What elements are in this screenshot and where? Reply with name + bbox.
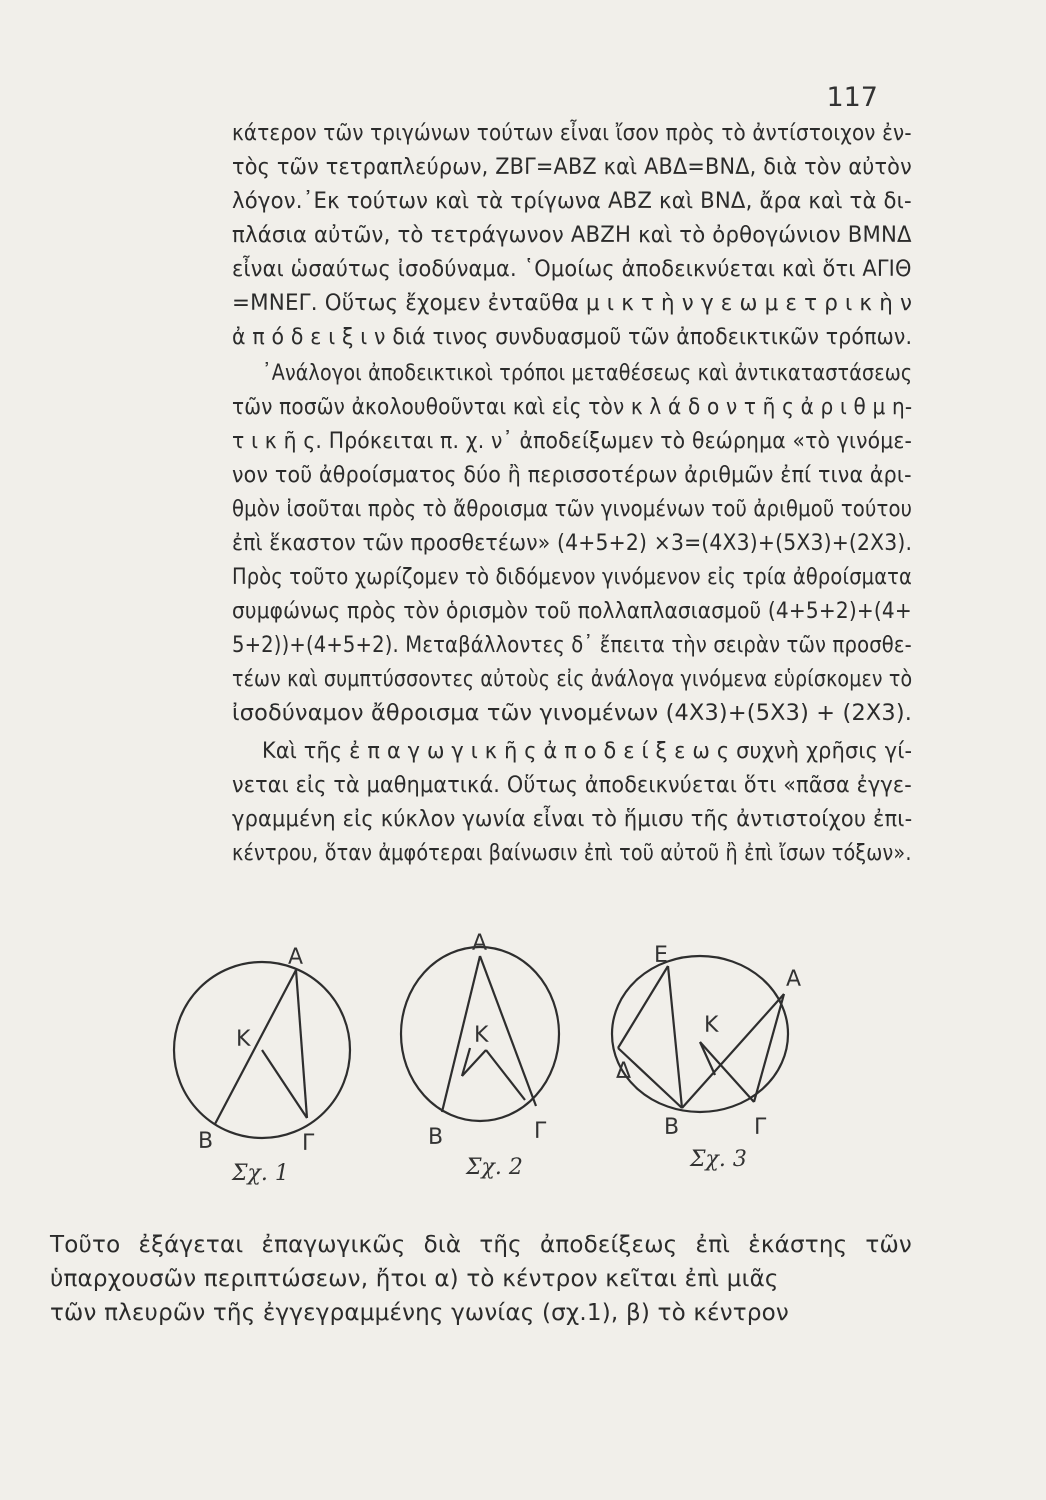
fig3-label-e: Ε <box>654 943 668 968</box>
text-line: ὑπαρχουσῶν περιπτώσεων, ἤτοι α) τὸ κέντρον κεῖται ἐπὶ μιᾶς <box>50 1266 779 1292</box>
text-line: τέων καὶ συμπτύσσοντες αὐτοὺς εἰς ἀνάλογα γινόμενα εὑρίσκομεν τὸ <box>232 666 913 692</box>
fig1-label-k: Κ <box>236 1027 251 1052</box>
text-line: Τοῦτο ἐξάγεται ἐπαγωγικῶς διὰ τῆς ἀποδείξεως ἐπὶ ἑκάστης τῶν <box>50 1232 912 1258</box>
text-line: Καὶ τῆς ἐ π α γ ω γ ι κ ῆ ς ἀ π ο δ ε ί ξ ε ω ς συχνὴ χρῆσις γί- <box>262 738 913 764</box>
fig1-label-b: Β <box>198 1129 214 1154</box>
fig2-caption: Σχ. 2 <box>466 1155 523 1180</box>
fig3-line-k <box>700 1042 715 1075</box>
fig2-label-k: Κ <box>474 1023 489 1048</box>
fig3-label-g: Γ <box>754 1115 767 1140</box>
fig1-caption: Σχ. 1 <box>232 1161 289 1186</box>
fig3-line-eb <box>668 966 682 1108</box>
fig3-label-k: Κ <box>704 1013 719 1038</box>
fig3-line-kg <box>700 1042 754 1102</box>
text-line: ἀ π ό δ ε ι ξ ι ν διά τινος συνδυασμοῦ τῶν ἀποδεικτικῶν τρόπων. <box>232 324 913 350</box>
text-line: πλάσια αὐτῶν, τὸ τετράγωνον ΑΒΖΗ καὶ τὸ ὀρθογώνιον ΒΜΝΔ <box>232 222 912 248</box>
figure-1 <box>174 962 350 1138</box>
fig2-label-g: Γ <box>534 1119 547 1144</box>
fig1-label-g: Γ <box>302 1131 315 1156</box>
fig3-label-b: Β <box>664 1115 680 1140</box>
fig3-caption: Σχ. 3 <box>690 1147 747 1172</box>
text-line: τ ι κ ῆ ς. Πρόκειται π. χ. ν᾿ ἀποδείξωμεν τὸ θεώρημα «τὸ γινόμε- <box>232 428 913 454</box>
fig1-label-a: Α <box>288 945 304 970</box>
text-line: ἐπὶ ἕκαστον τῶν προσθετέων» (4+5+2) ×3=(4Χ3)+(5Χ3)+(2Χ3). <box>232 530 913 556</box>
fig3-line-ed <box>618 966 668 1048</box>
text-line: ᾿Ανάλογοι ἀποδεικτικοὶ τρόποι μεταθέσεως καὶ ἀντικαταστάσεως <box>262 360 913 386</box>
fig1-line-ab <box>215 970 296 1124</box>
fig3-label-a: Α <box>786 967 802 992</box>
figure-3 <box>612 956 788 1112</box>
text-line: =ΜΝΕΓ. Οὕτως ἔχομεν ἐνταῦθα μ ι κ τ ὴ ν γ ε ω μ ε τ ρ ι κ ὴ ν <box>232 290 913 316</box>
fig2-label-b: Β <box>428 1125 444 1150</box>
text-line: ἰσοδύναμον ἄθροισμα τῶν γινομένων (4Χ3)+(5Χ3) + (2Χ3). <box>232 700 913 726</box>
text-line: τῶν πλευρῶν τῆς ἐγγεγραμμένης γωνίας (σχ.1), β) τὸ κέντρον <box>50 1300 789 1326</box>
text-line: λόγον.᾿Εκ τούτων καὶ τὰ τρίγωνα ΑΒΖ καὶ ΒΝΔ, ἄρα καὶ τὰ δι- <box>232 188 912 214</box>
text-line: νον τοῦ ἀθροίσματος δύο ἢ περισσοτέρων ἀριθμῶν ἐπί τινα ἀρι- <box>232 462 912 488</box>
fig2-label-a: Α <box>472 931 488 956</box>
text-line: 5+2))+(4+5+2). Μεταβάλλοντες δ᾿ ἔπειτα τὴν σειρὰν τῶν προσθε- <box>232 632 912 658</box>
geometry-figures <box>170 930 930 1200</box>
text-line: Πρὸς τοῦτο χωρίζομεν τὸ διδόμενον γινόμενον εἰς τρία ἀθροίσματα <box>232 564 913 590</box>
fig3-label-d: Δ <box>616 1059 632 1084</box>
figures-svg <box>170 930 930 1200</box>
text-line: κέντρου, ὅταν ἀμφότεραι βαίνωσιν ἐπὶ τοῦ αὐτοῦ ἢ ἐπὶ ἴσων τόξων». <box>232 840 912 866</box>
fig1-line-kg <box>262 1050 307 1118</box>
text-line: γραμμένη εἰς κύκλον γωνία εἶναι τὸ ἥμισυ τῆς ἀντιστοίχου ἐπι- <box>232 806 913 832</box>
text-line: τὸς τῶν τετραπλεύρων, ΖΒΓ=ΑΒΖ καὶ ΑΒΔ=ΒΝΔ, διὰ τὸν αὐτὸν <box>232 154 912 180</box>
text-line: κάτερον τῶν τριγώνων τούτων εἶναι ἴσον πρὸς τὸ ἀντίστοιχον ἐν- <box>232 120 912 146</box>
page-number: 117 <box>826 82 878 113</box>
text-line: θμὸν ἰσοῦται πρὸς τὸ ἄθροισμα τῶν γινομένων τοῦ ἀριθμοῦ τούτου <box>232 496 913 522</box>
fig1-line-ag <box>296 970 307 1118</box>
fig2-line-k2 <box>486 1050 525 1100</box>
text-line: συμφώνως πρὸς τὸν ὁρισμὸν τοῦ πολλαπλασιασμοῦ (4+5+2)+(4+ <box>232 598 912 624</box>
text-line: τῶν ποσῶν ἀκολουθοῦνται καὶ εἰς τὸν κ λ ά δ ο ν τ ῆ ς ἀ ρ ι θ μ η- <box>232 394 913 420</box>
text-line: εἶναι ὡσαύτως ἰσοδύναμα. ῾Ομοίως ἀποδεικνύεται καὶ ὅτι ΑΓΙΘ <box>232 256 912 282</box>
text-line: νεται εἰς τὰ μαθηματικά. Οὕτως ἀποδεικνύεται ὅτι «πᾶσα ἐγγε- <box>232 772 912 798</box>
